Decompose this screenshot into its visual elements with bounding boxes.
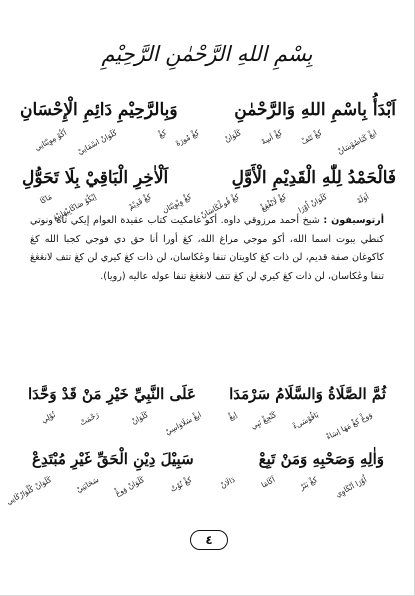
explanation-paragraph [30, 212, 384, 286]
gloss: كڠْ مُورَهْ [173, 128, 201, 148]
paragraph-heading: أرتوسيفون : [323, 215, 384, 226]
gloss: رَحْمَتْ [78, 410, 101, 428]
gloss: كَلَوَانْ [223, 128, 244, 145]
gloss: كڠْ تَتَفْ [299, 128, 324, 147]
paragraph-body: شيخ أحمد مرزوقي داوه. أكو غامكيت كتاب عقيدة العوام إيكي تاه ونوتي كنطي يبوت اسما الله، أكو موجي مراغ الله، كڠ أورا أنا حق دي فوجي كجبا الله كڠ كاكوغان صفة قديم، لن ذات كڠ كاويتان تنفا وڠكاسان، لن ذات كڠ كيري لن كڠ تتف لانڠڠڠ تنفا وڠكاسان، لن ذات كڠ كيري لن كڠ تتف لانڠڠڠ تنفا عوله عاليه (رويا). [30, 215, 384, 282]
gloss: كَلَوَانْ اسْمَانِيْ [75, 128, 119, 157]
gloss: نُوْلِي [39, 410, 57, 425]
verse-2-right: فَالْحَمْدُ لِلّٰهِ الْقَدِيْمِ الْأَوَّلِ [231, 168, 396, 188]
gloss: كڠْ وِيْوِيْتَان [161, 192, 194, 215]
gloss: اَكَامَا [259, 475, 277, 490]
gloss: سَحَابَتِيْ [74, 475, 101, 495]
gloss: مَاكَا [38, 192, 54, 206]
verse-2-left: اَلْاٰخِرِ الْبَاقِيْ بِلَا تَحَوُّلِ [22, 168, 169, 188]
gloss: وَوڠْ كڠْ مَهَا اِسَاءْ [324, 410, 374, 442]
gloss: كڠْ لَانْڠْڠِڠْ [259, 192, 289, 213]
gloss: كڠْ نُوْتْ [168, 475, 194, 494]
basmala-heading: بِسْمِ اللهِ الرَّحْمٰنِ الرَّحِيْمِ [101, 42, 313, 66]
verse-4-left: سَبِيْلَ دِيْنِ الْحَقِّ غَيْرِ مُبْتَدِعْ [32, 450, 194, 468]
gloss: كَلَوَانْ كُلْوَارْكَانِي [5, 475, 54, 507]
gloss: بَاڤُوْسَىءْ [291, 410, 321, 432]
gloss: اَوَلَهْ [355, 192, 371, 206]
gloss: اَكُوْ مِوِيْتَانِي [33, 128, 69, 153]
page-number: ٤ [190, 530, 228, 550]
gloss: اِيْكُوْ صَاكَابِيْهَانِيْڠ [52, 192, 99, 223]
gloss: كڠْ بَنَرْ [297, 475, 319, 492]
verse-1-right: اَبْدَأُ بِاسْمِ اللهِ وَالرَّحْمٰنِ [234, 100, 396, 120]
gloss: كَلَوَانْ وَوڠْ [114, 475, 147, 498]
verse-3-right: ثُمَّ الصَّلَاةُ وَالسَّلَامُ سَرْمَدَا [229, 385, 386, 403]
gloss: كَلَوَانْ اُوْرَا [296, 192, 329, 215]
gloss: كڠْ [157, 128, 169, 140]
verse-4-right: وَاٰلِهِ وَصَحْبِهِ وَمَنْ تَبِعْ [258, 450, 384, 468]
verse-1-left: وَبِالرَّحِيْمِ دَائِمِ الْإِحْسَانِ [20, 100, 178, 120]
gloss: كڠْ فُوڠْكَاسَانْ [198, 192, 241, 220]
gloss: ايڠْ سَلَاوَاسِيْ [164, 410, 204, 437]
gloss: كڠْ اَسِهْ [259, 128, 284, 147]
gloss: كَلَوَانْ [130, 410, 151, 427]
verse-3-left: عَلَى النَّبِيِّ خَيْرِ مَنْ قَدْ وَحَّدَا [28, 385, 196, 403]
gloss: ايڠْ كَبَاصُوْسَانْ [336, 128, 379, 157]
gloss: دَالَانْ [218, 475, 237, 491]
gloss: اِيڠْ [226, 410, 239, 422]
gloss: كَنْجِڠْ نَبِي [249, 410, 279, 431]
gloss: كڠْ قَدِيْمْ [127, 192, 154, 212]
gloss: اُوْرَا اَنْكَاوِي [334, 475, 369, 499]
